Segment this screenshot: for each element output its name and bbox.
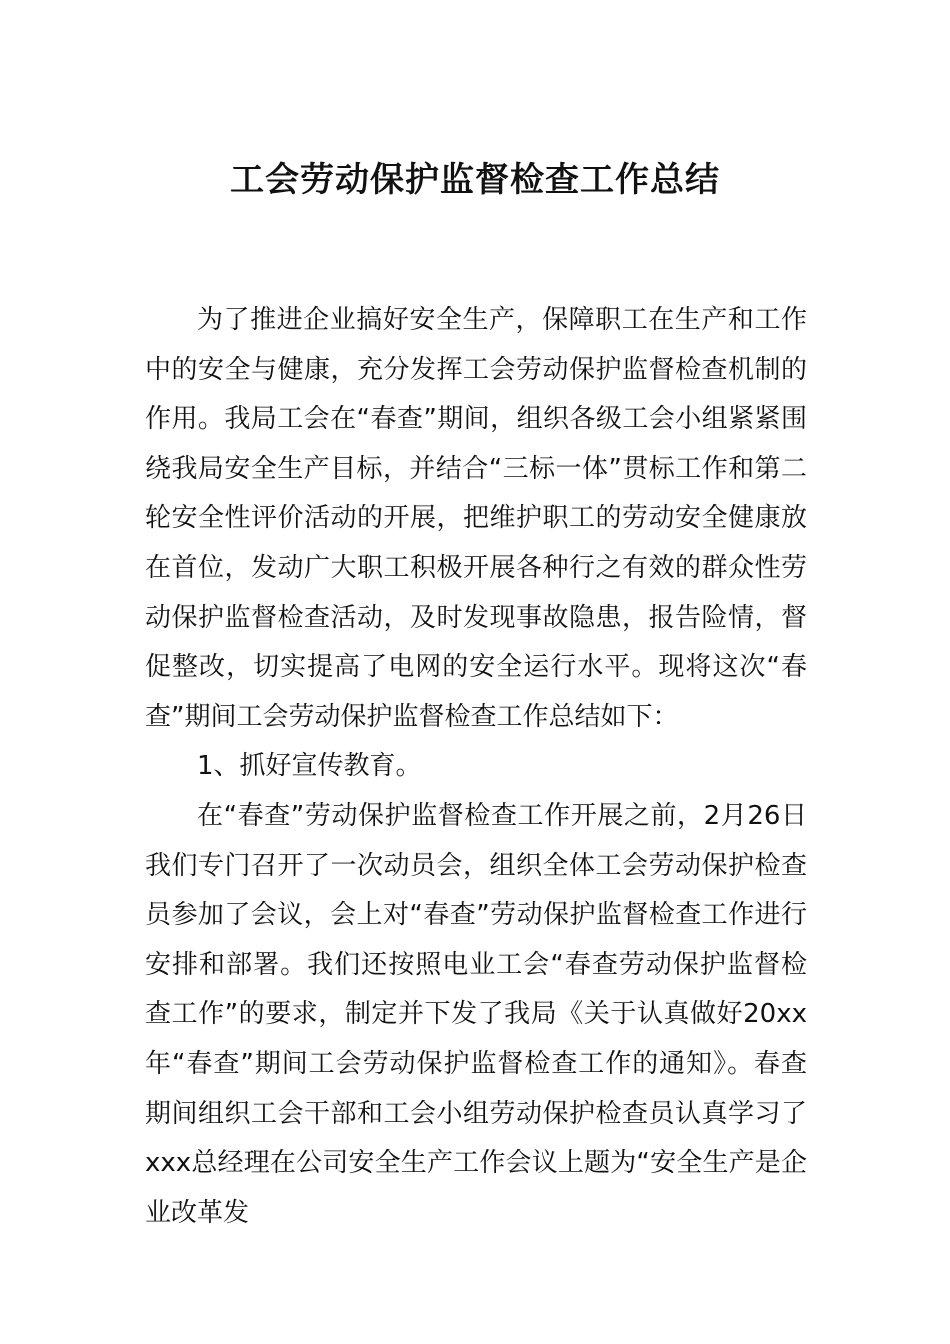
paragraph-intro: 为了推进企业搞好安全生产，保障职工在生产和工作中的安全与健康，充分发挥工会劳动保护监督检查机制的作用。我局工会在“春查”期间，组织各级工会小组紧紧围绕我局安全生产目标，并结合“三标一体”贯标工作和第二轮安全性评价活动的开展，把维护职工的劳动安全健康放在首位，发动广大职工积极开展各种行之有效的群众性劳动保护监督检查活动，及时发现事故隐患，报告险情，督促整改，切实提高了电网的安全运行水平。现将这次“春查”期间工会劳动保护监督检查工作总结如下： [145,305,807,732]
document-title: 工会劳动保护监督检查工作总结 [230,160,720,200]
document-body [145,296,807,1238]
paragraph-section-1: 在“春查”劳动保护监督检查工作开展之前，2月26日我们专门召开了一次动员会，组织全体工会劳动保护检查员参加了会议，会上对“春查”劳动保护监督检查工作进行安排和部署。我们还按照电业工会“春查劳动保护监督检查工作”的要求，制定并下发了我局《关于认真做好20xx年“春查”期间工会劳动保护监督检查工作的通知》。春查期间组织工会干部和工会小组劳动保护检查员认真学习了xxx总经理在公司安全生产工作会议上题为“安全生产是企业改革发 [145,800,807,1228]
section-heading-1: 1、抓好宣传教育。 [197,751,422,782]
